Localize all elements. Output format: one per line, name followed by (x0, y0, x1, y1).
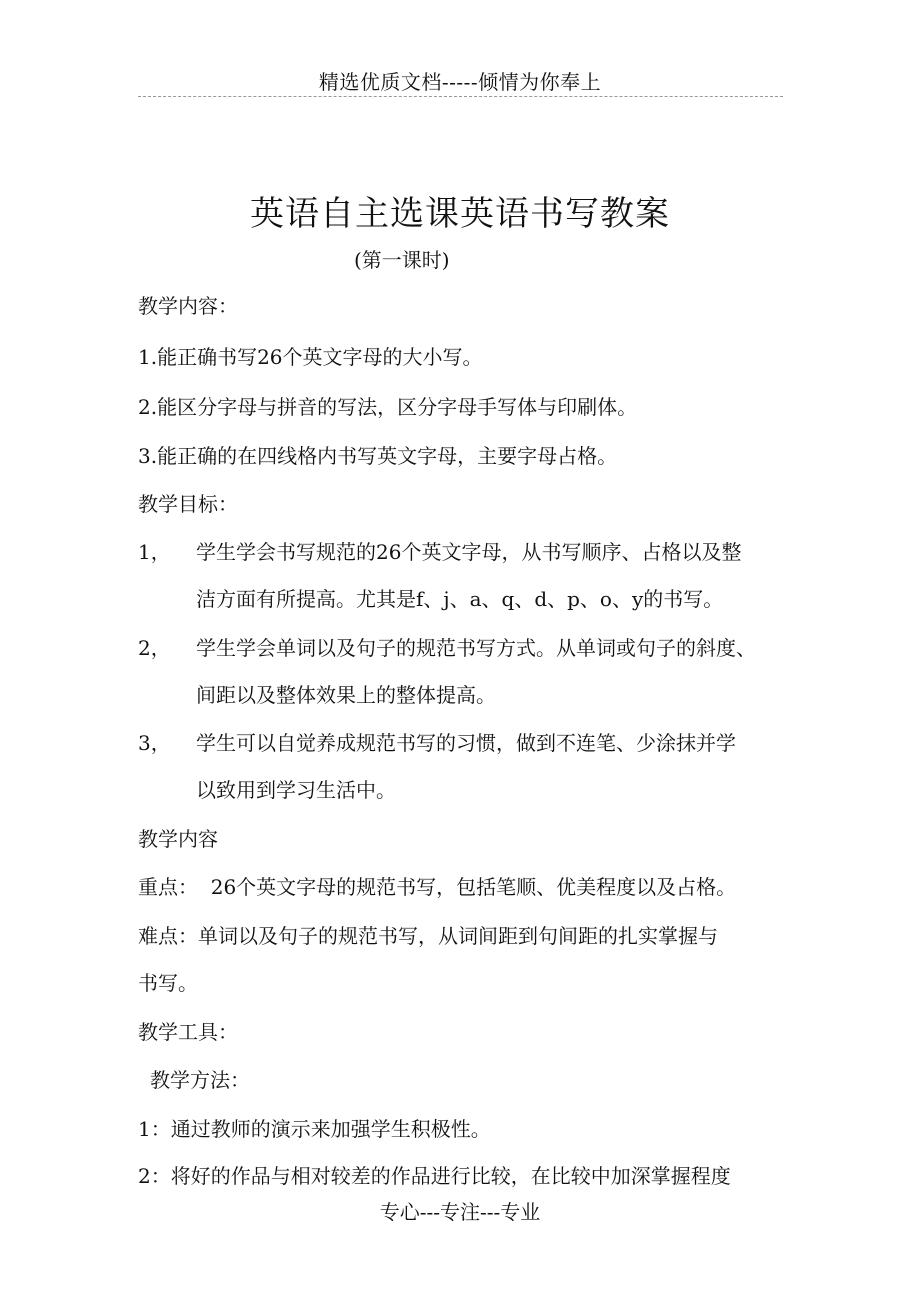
methods-heading: 教学方法： (150, 1068, 250, 1092)
content-heading: 教学内容： (138, 294, 238, 318)
content-item-1: 1.能正确书写26个英文字母的大小写。 (138, 345, 483, 369)
difficult-point-line-1: 难点：单词以及句子的规范书写，从词间距到句间距的扎实掌握与 (138, 924, 718, 948)
page-footer: 专心---专注---专业 (379, 1200, 541, 1224)
goal-3-number: 3， (138, 731, 171, 755)
goal-1-line-2: 洁方面有所提高。尤其是f、j、a、q、d、p、o、y的书写。 (196, 587, 724, 611)
goals-heading: 教学目标： (138, 492, 238, 516)
goal-1-line-1: 学生学会书写规范的26个英文字母，从书写顺序、占格以及整 (196, 540, 742, 564)
difficult-point-line-2: 书写。 (138, 971, 198, 995)
document-subtitle: (第一课时) (354, 248, 450, 272)
goal-3-line-2: 以致用到学习生活中。 (196, 778, 396, 802)
content-item-2: 2.能区分字母与拼音的写法，区分字母手写体与印刷体。 (138, 395, 638, 419)
goal-3-line-1: 学生可以自觉养成规范书写的习惯，做到不连笔、少涂抹并学 (196, 731, 736, 755)
page-header: 精选优质文档-----倾情为你奉上 (318, 70, 602, 94)
content-item-3: 3.能正确的在四线格内书写英文字母，主要字母占格。 (138, 444, 618, 468)
document-title: 英语自主选课英语书写教案 (250, 194, 670, 234)
goal-2-number: 2， (138, 636, 171, 660)
method-item-2: 2：将好的作品与相对较差的作品进行比较，在比较中加深掌握程度 (138, 1164, 731, 1188)
goal-2-line-1: 学生学会单词以及句子的规范书写方式。从单词或句子的斜度、 (196, 636, 756, 660)
tools-heading: 教学工具： (138, 1020, 238, 1044)
header-divider (138, 96, 783, 97)
key-point: 重点： 26个英文字母的规范书写，包括笔顺、优美程度以及占格。 (138, 875, 737, 899)
goal-2-line-2: 间距以及整体效果上的整体提高。 (196, 683, 496, 707)
method-item-1: 1：通过教师的演示来加强学生积极性。 (138, 1117, 491, 1141)
focus-heading: 教学内容 (138, 827, 218, 851)
goal-1-number: 1， (138, 540, 171, 564)
